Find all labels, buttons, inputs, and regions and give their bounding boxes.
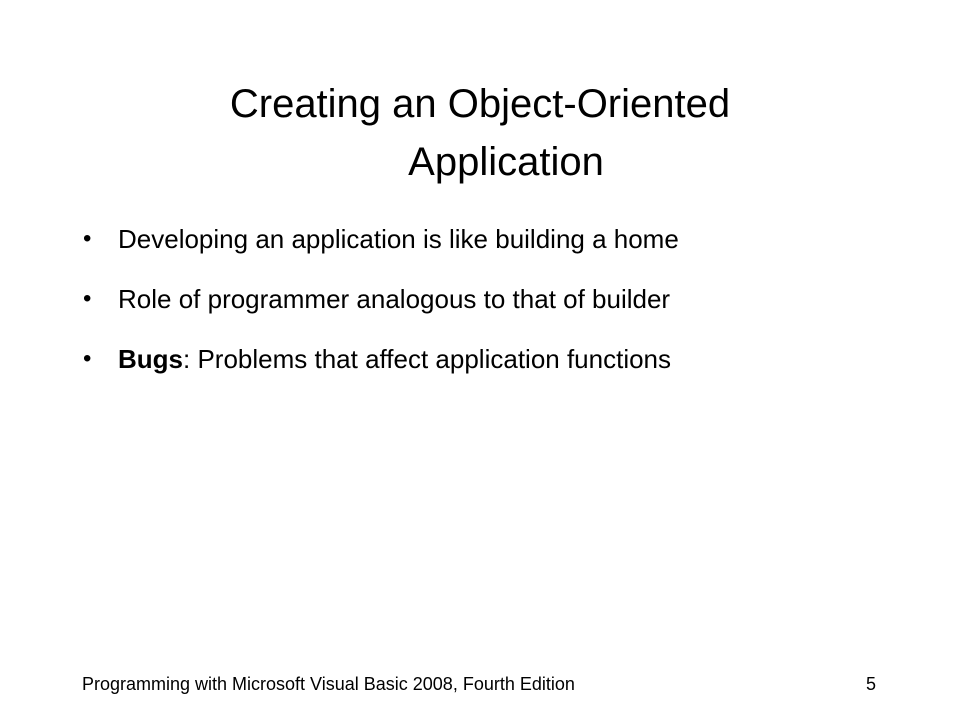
bullet-icon: • xyxy=(83,345,92,372)
bullet-item xyxy=(80,279,900,319)
page-number: 5 xyxy=(866,674,877,694)
slide-title xyxy=(150,75,810,191)
bullet-text: Role of programmer analogous to that of builder xyxy=(118,284,671,314)
slide-title-line2: Application xyxy=(408,139,604,184)
bullet-text: : Problems that affect application functions xyxy=(183,344,672,374)
bullet-list xyxy=(80,219,900,399)
slide-footer: Programming with Microsoft Visual Basic 2008, Fourth Edition xyxy=(82,674,575,694)
slide-title-line1: Creating an Object-Oriented xyxy=(229,81,731,126)
bullet-item xyxy=(80,339,900,379)
bullet-item xyxy=(80,219,900,259)
bullet-bold-term: Bugs xyxy=(118,344,183,374)
bullet-icon: • xyxy=(83,225,92,252)
bullet-text: Developing an application is like building a home xyxy=(118,224,679,254)
bullet-icon: • xyxy=(83,285,92,312)
